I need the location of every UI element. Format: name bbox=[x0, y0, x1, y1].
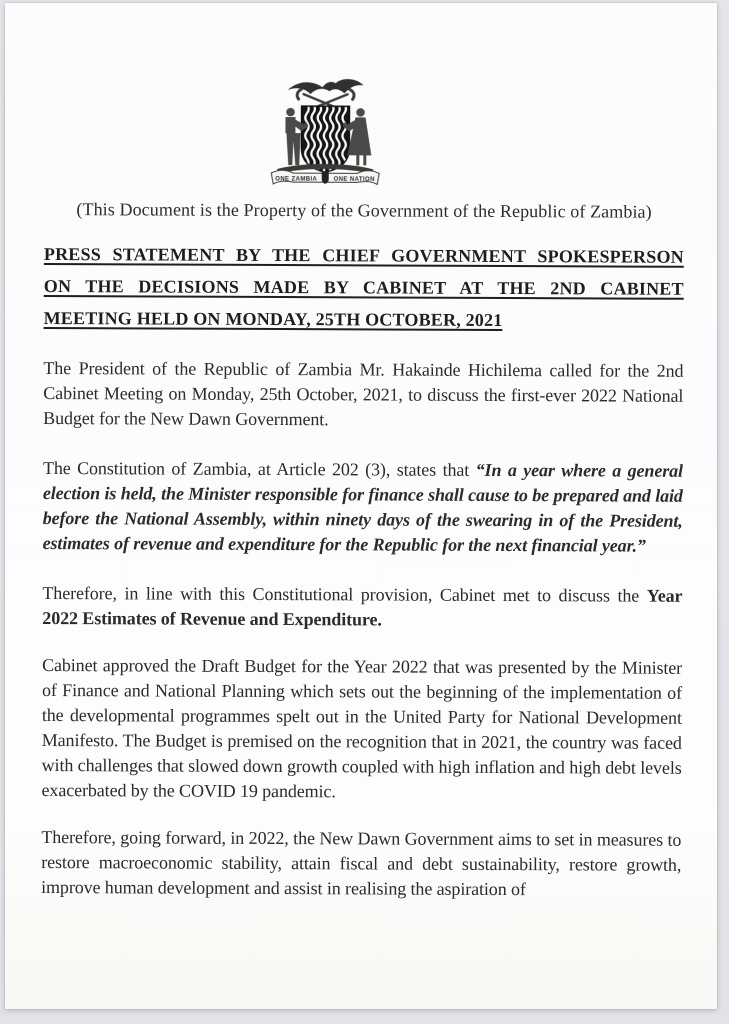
document-content bbox=[41, 3, 685, 903]
press-statement-heading bbox=[44, 238, 684, 337]
paragraph-1 bbox=[43, 356, 683, 434]
paragraph-4-text: Cabinet approved the Draft Budget for the Year 2022 that was presented by the Minister of Finance and National Planning which sets out the beginning of the implementation of the developmental programmes spelt out in the United Party for National Development Manifesto. The Budget is premised on the recognition that in 2021, the country was faced with challenges that slowed down growth coupled with high inflation and high debt levels exacerbated by the COVID 19 pandemic. bbox=[41, 654, 683, 802]
paragraph-5-text: Therefore, going forward, in 2022, the New Dawn Government aims to set in measures to restore macroeconomic stability, attain fiscal and debt sustainability, restore growth, improve human development and assist in realising the aspiration of bbox=[41, 826, 682, 900]
paragraph-4 bbox=[42, 653, 683, 806]
zambia-coat-of-arms-icon bbox=[261, 74, 390, 193]
paragraph-3 bbox=[42, 581, 682, 634]
motto-banner bbox=[271, 170, 379, 184]
paragraph-2 bbox=[43, 456, 683, 559]
paragraph-2-lead: The Constitution of Zambia, at Article 202 (3), states that bbox=[42, 457, 476, 480]
heading-line-3: MEETING HELD ON MONDAY, 25TH OCTOBER, 2021 bbox=[43, 307, 503, 330]
motto-one-zambia: ONE ZAMBIA bbox=[275, 176, 318, 183]
document-page bbox=[5, 3, 717, 1009]
paragraph-3-bold: Year 2022 Estimates of Revenue and Expenditure. bbox=[42, 585, 683, 630]
paragraph-1-text: The President of the Republic of Zambia Mr. Hakainde Hichilema called for the 2nd Cabinet Meeting on Monday, 25th October, 2021, to discuss the first-ever 2022 National Budget for the New Dawn Government. bbox=[43, 357, 684, 430]
paragraph-3-lead: Therefore, in line with this Constitutional provision, Cabinet met to discuss the bbox=[42, 582, 647, 606]
paragraph-5 bbox=[41, 825, 681, 903]
heading-line-1: PRESS STATEMENT BY THE CHIEF GOVERNMENT SPOKESPERSON bbox=[43, 243, 684, 267]
constitution-quote: “In a year where a general election is held, the Minister responsible for finance shall cause to be prepared and laid before the National Assembly, within ninety days of the swearing in of the President, estimates of revenue and expenditure for the Republic for the next financial year.” bbox=[42, 459, 684, 556]
heading-line-2: ON THE DECISIONS MADE BY CABINET AT THE 2ND CABINET bbox=[43, 275, 684, 299]
motto-one-nation: ONE NATION bbox=[333, 176, 375, 183]
ownership-note: (This Document is the Property of the Government of the Republic of Zambia) bbox=[76, 199, 652, 222]
